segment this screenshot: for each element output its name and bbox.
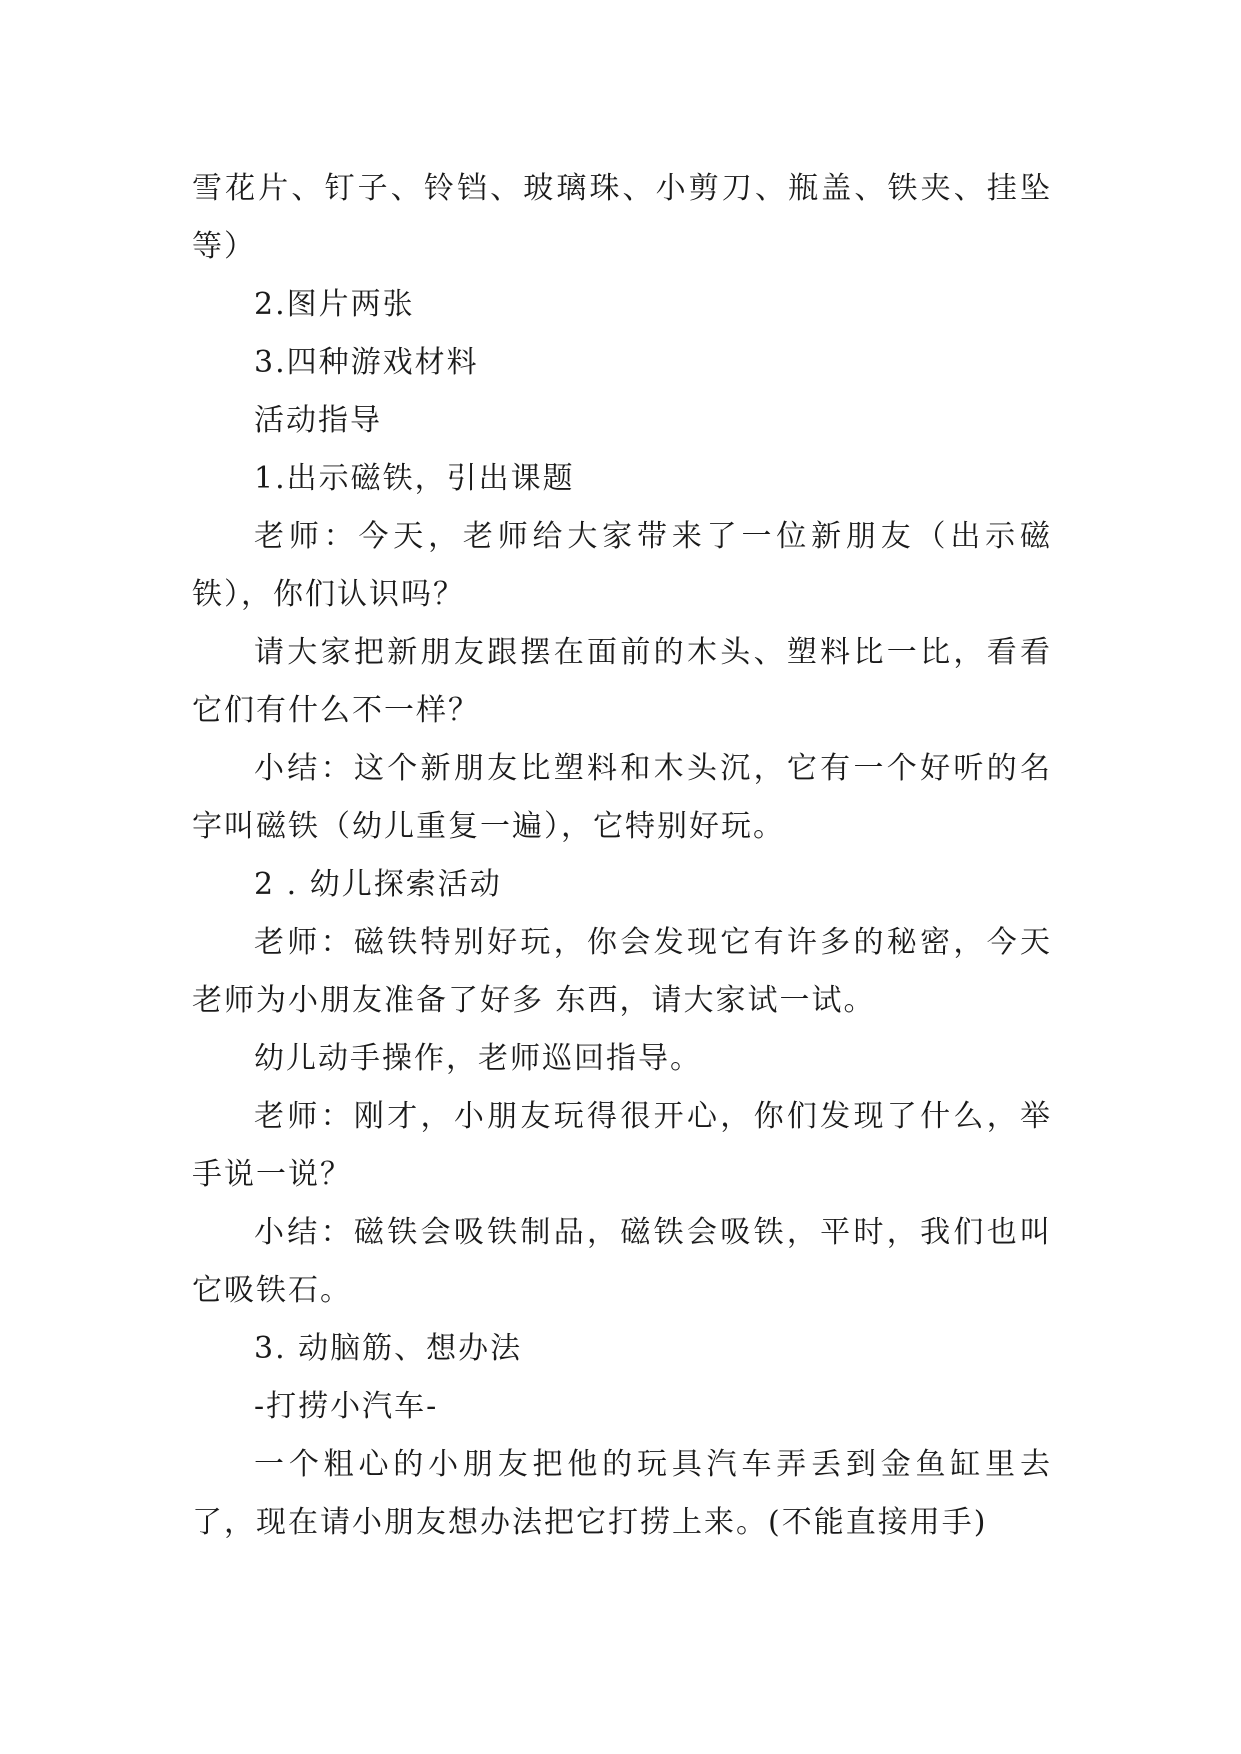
paragraph-compare: 请大家把新朋友跟摆在面前的木头、塑料比一比，看看它们有什么不一样？	[192, 635, 1052, 728]
paragraph-teacher-intro: 老师：今天，老师给大家带来了一位新朋友（出示磁铁），你们认识吗？	[192, 519, 1052, 612]
paragraph-materials-pictures: 2.图片两张	[254, 287, 415, 322]
step-heading-2: 2 . 幼儿探索活动	[254, 867, 502, 902]
section-heading-activity-guide: 活动指导	[254, 403, 382, 438]
document-page	[192, 160, 1052, 1552]
game-title: -打捞小汽车-	[254, 1389, 439, 1424]
paragraph-teacher-explore: 老师：磁铁特别好玩，你会发现它有许多的秘密，今天老师为小朋友准备了好多 东西，请大家试一试。	[192, 925, 1052, 1018]
paragraph-materials-list: 雪花片、钉子、铃铛、玻璃珠、小剪刀、瓶盖、铁夹、挂坠等）	[192, 171, 1052, 264]
paragraph-summary-1: 小结：这个新朋友比塑料和木头沉，它有一个好听的名字叫磁铁（幼儿重复一遍），它特别好玩。	[192, 751, 1052, 844]
paragraph-materials-games: 3.四种游戏材料	[254, 345, 479, 380]
paragraph-teacher-question: 老师：刚才，小朋友玩得很开心，你们发现了什么，举手说一说？	[192, 1099, 1052, 1192]
paragraph-summary-2: 小结：磁铁会吸铁制品，磁铁会吸铁，平时，我们也叫它吸铁石。	[192, 1215, 1052, 1308]
step-heading-3: 3. 动脑筋、想办法	[254, 1331, 523, 1366]
paragraph-hands-on: 幼儿动手操作，老师巡回指导。	[254, 1041, 702, 1076]
paragraph-game-description: 一个粗心的小朋友把他的玩具汽车弄丢到金鱼缸里去了，现在请小朋友想办法把它打捞上来。(不能直接用手)	[192, 1447, 1052, 1540]
step-heading-1: 1.出示磁铁，引出课题	[254, 461, 575, 496]
